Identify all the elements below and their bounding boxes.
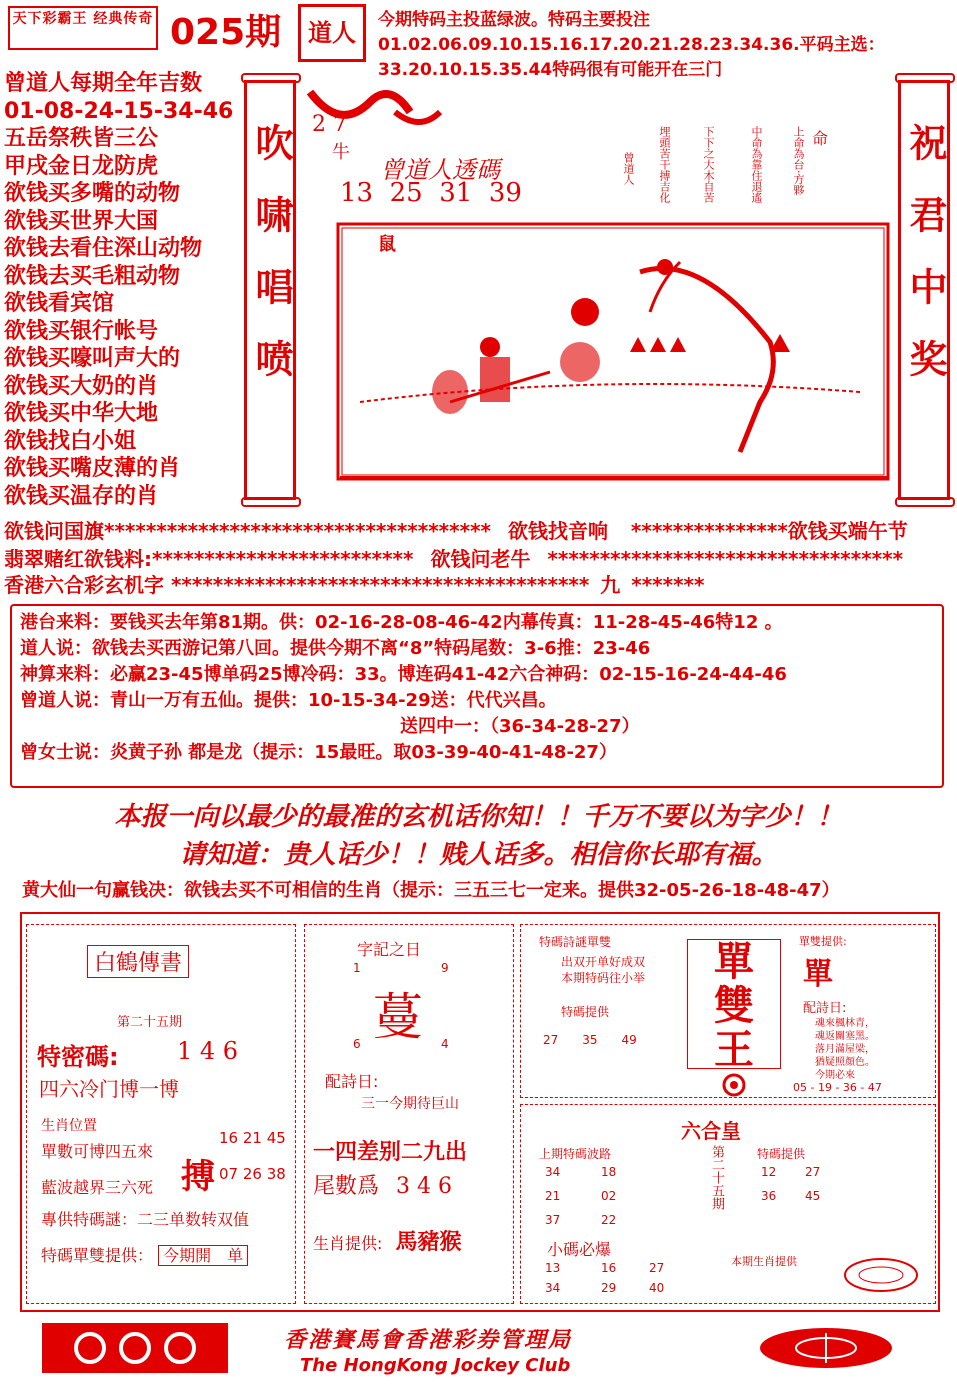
left-line: 欲钱买嚎叫声大的 — [4, 346, 181, 371]
left-line: 欲钱买温存的肖 — [4, 483, 159, 509]
left-line: 欲钱买多嘴的动物 — [4, 181, 181, 206]
scroll-right — [898, 80, 950, 500]
star-line: 欲钱问国旗************************************* 欲钱找音响 ***************欲钱买端午节 — [4, 519, 908, 543]
ziji-sx-label: 生肖提供: — [313, 1234, 383, 1253]
left-line: 01-08-24-15-34-46 — [4, 98, 234, 124]
left-line: 欲钱买中华大地 — [4, 401, 159, 426]
picture-year: 2 7 — [312, 112, 347, 137]
left-line: 曾道人每期全年吉数 — [4, 71, 203, 96]
lhh-title: 六合皇 — [681, 1119, 741, 1143]
left-column — [4, 70, 252, 510]
mid-line: 曾道人说：青山一万有五仙。提供：10-15-34-29送：代代兴昌。 — [20, 690, 557, 711]
left-line: 欲钱去买毛粗动物 — [4, 263, 181, 289]
scroll-left-text: 吹啸唱喷 — [249, 123, 293, 411]
baihe-bo: 搏 — [181, 1157, 215, 1197]
baihe-line: 藍波越界三六死 — [41, 1178, 154, 1197]
ds-title: 特碼詩謎單雙 — [539, 935, 612, 949]
baihe-line: 四六冷门博一博 — [39, 1077, 179, 1101]
panel-baihe — [26, 924, 296, 1304]
daoren-seal: 道人 — [298, 4, 366, 62]
bottom-section — [20, 912, 940, 1312]
baihe-issue: 第二十五期 — [117, 1015, 183, 1030]
stamp-text: 天下彩霸王 经典传奇 — [12, 11, 154, 27]
ziji-sx-value: 馬豬猴 — [395, 1230, 462, 1255]
daoren-picture — [300, 72, 890, 492]
baihe-tm-value: 1 4 6 — [177, 1037, 239, 1065]
picture-title: 曾道人透碼 — [380, 156, 500, 184]
jockey-club-logo-icon — [40, 1321, 230, 1375]
baihe-nums: 07 26 38 — [219, 1165, 286, 1183]
picture-numbers: 13 25 31 39 — [340, 178, 522, 208]
left-line: 甲戌金日龙防虎 — [4, 153, 159, 179]
picture-verse: 曾道人 — [622, 152, 635, 185]
left-line: 欲钱买嘴皮薄的肖 — [4, 456, 181, 481]
slogan-2: 请知道：贵人话少！！贱人话多。相信你长耶有福。 — [179, 840, 778, 870]
baihe-line: 專供特碼謎：二三单数转双值 — [41, 1210, 250, 1229]
lhh-emblem-icon — [841, 1255, 921, 1295]
huang-line: 黄大仙一句赢钱决：欲钱去买不可相信的生肖（提示：三五三七一定来。提供32-05-26-18-48-47） — [22, 880, 840, 901]
ziji-line: 3 4 6 — [396, 1174, 452, 1199]
ziji-char: 蔓 — [373, 988, 423, 1046]
panel-ziji: 字記之日 1 9 蔓 6 4 配詩日: 三一今期待巨山 一四差别二九出 尾數爲 3 4 6 生肖提供: 馬豬猴 — [304, 924, 514, 1304]
ziji-poem-label: 配詩日: — [325, 1072, 379, 1091]
mid-line: 道人说：欲钱去买西游记第八回。提供今期不离“8”特码尾数：3-6推：23-46 — [20, 638, 651, 659]
ziji-poem: 三一今期待巨山 — [361, 1096, 459, 1112]
mid-line: 曾女士说：炎黄子孙 都是龙（提示：15最旺。取03-39-40-41-48-27） — [20, 742, 617, 763]
picture-verse: 埋頭苦干搏吉化 — [658, 126, 671, 203]
ziji-line: 尾數爲 — [313, 1174, 380, 1199]
scroll-left — [244, 80, 296, 500]
baihe-tm-label: 特密碼: — [37, 1043, 119, 1071]
slogan-1: 本报一向以最少的最准的玄机话你知！！千万不要以为字少！！ — [114, 802, 843, 832]
footer-cn: 香港賽馬會香港彩券管理局 — [284, 1327, 573, 1353]
star-line: 翡翠赌红欲钱料:************************* 欲钱问老牛 ********************************** — [4, 547, 904, 571]
baihe-nums: 16 21 45 — [219, 1129, 286, 1147]
mid-line: 港台来料：要钱买去年第81期。供：02-16-28-08-46-42内幕传真：11-28-45-46特12 。 — [20, 612, 783, 633]
panel-danshuang: 特碼詩謎單雙 出双开单好成双 本期特码往小举 特碼提供 27 35 49 單 雙 王 單雙提供: 單 配詩日: 魂來楓林青， 魂返關塞黑。 落月滿屋梁， 猶疑照顏色。 今期必來 05 - 19 - 36 - 47 — [520, 924, 936, 1098]
ziji-title: 字記之日 — [357, 940, 422, 959]
baihe-line: 今期開 单 — [158, 1245, 248, 1266]
footer — [0, 1315, 957, 1385]
left-line: 欲钱买银行帐号 — [4, 318, 159, 344]
baihe-line: 單數可博四五來 — [41, 1142, 154, 1161]
header-stamp — [8, 6, 158, 50]
panel-liuhehuang: 六合皇 上期特碼波路 34 18 21 02 37 22 第二十五期 特碼提供 12 27 36 45 小碼必爆 13 16 27 34 29 40 本期生肖提供 — [520, 1104, 936, 1304]
picture-verse: 上命為台·方夥 — [792, 126, 805, 196]
mid-line: 送四中一：（36-34-28-27） — [400, 716, 640, 737]
ziji-line: 一四差别二九出 — [313, 1140, 468, 1165]
left-line: 欲钱买大奶的肖 — [4, 373, 159, 399]
baihe-line: 特碼單雙提供： — [41, 1246, 154, 1265]
picture-nian: 牛 — [332, 142, 350, 163]
picture-verse: 下下之大木自苦 — [702, 126, 715, 203]
issue-number: 025期 — [170, 12, 282, 53]
picture-rat: 鼠 — [378, 234, 396, 255]
left-line: 欲钱去看住深山动物 — [4, 236, 203, 261]
left-line: 欲钱看宾馆 — [4, 291, 115, 316]
ds-big-box: 單 雙 王 — [687, 939, 781, 1069]
footer-en: The HongKong Jockey Club — [300, 1355, 571, 1376]
picture-verse: 中命為靠住退遙 — [750, 126, 763, 203]
middle-box — [10, 604, 944, 788]
ds-flower-icon — [709, 1073, 759, 1097]
left-line: 欲钱买世界大国 — [4, 208, 159, 234]
left-line: 五岳祭秩皆三公 — [4, 126, 159, 151]
scroll-right-text: 祝君中奖 — [903, 123, 947, 411]
top-note: 今期特码主投蓝绿波。特码主要投注01.02.06.09.10.15.16.17.20.21.28.23.34.36.平码主选：33.20.10.15.35.44特码很有可能开在三门 — [378, 10, 885, 80]
lottery-emblem-icon — [756, 1325, 896, 1371]
mid-line: 神算来料：必赢23-45博单码25博冷码：33。博连码41-42六合神码：02-15-16-24-44-46 — [20, 664, 787, 685]
baihe-sx: 生肖位置 — [41, 1118, 97, 1134]
picture-verse: 命 — [812, 129, 829, 148]
baihe-title: 白鶴傳書 — [87, 945, 189, 978]
left-line: 欲钱找白小姐 — [4, 428, 137, 454]
star-line: 香港六合彩玄机字 **************************************** 九 ******* — [4, 573, 705, 597]
